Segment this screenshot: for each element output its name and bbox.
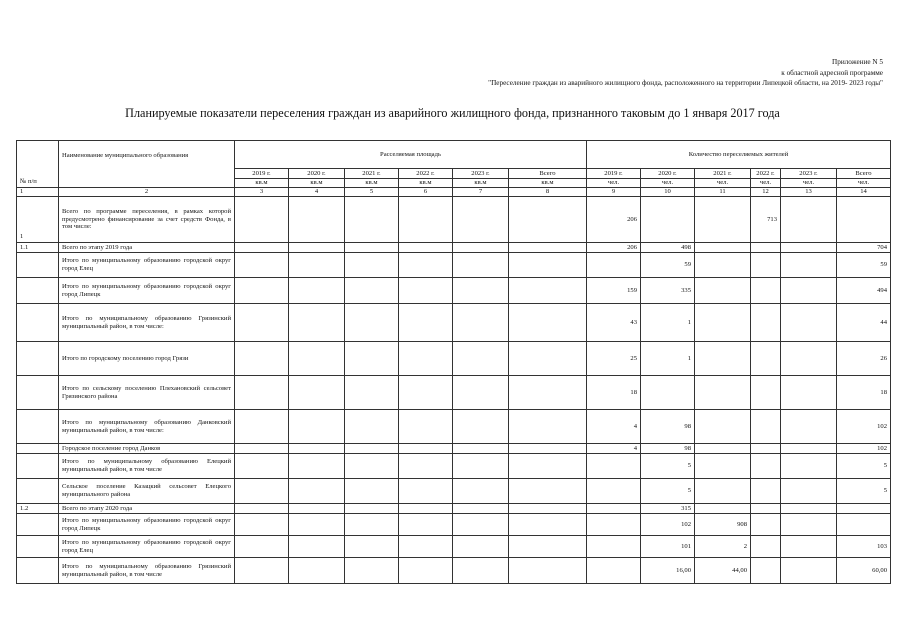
column-number-5: 6 xyxy=(399,188,453,197)
row-value xyxy=(781,253,837,278)
row-value: 498 xyxy=(641,243,695,253)
row-value xyxy=(781,376,837,410)
row-value xyxy=(509,444,587,454)
row-value xyxy=(695,278,751,304)
row-value xyxy=(751,536,781,558)
row-value xyxy=(587,504,641,514)
row-value xyxy=(509,536,587,558)
row-value xyxy=(837,197,891,243)
row-value xyxy=(751,504,781,514)
row-number xyxy=(17,342,59,376)
row-value xyxy=(399,514,453,536)
row-value xyxy=(345,304,399,342)
row-value xyxy=(781,278,837,304)
row-value xyxy=(345,253,399,278)
column-number-1: 2 xyxy=(59,188,235,197)
row-value xyxy=(695,454,751,479)
column-number-9: 10 xyxy=(641,188,695,197)
table-row xyxy=(17,514,891,536)
row-value xyxy=(781,197,837,243)
row-value: 713 xyxy=(751,197,781,243)
table-row xyxy=(17,304,891,342)
row-name: Итого по муниципальному образованию городской округ город Липецк xyxy=(59,514,235,536)
row-value: 44 xyxy=(837,304,891,342)
header-unit-6: чел. xyxy=(587,179,641,188)
row-value xyxy=(751,410,781,444)
row-value: 60,00 xyxy=(837,558,891,584)
row-value xyxy=(345,278,399,304)
row-value: 16,00 xyxy=(641,558,695,584)
column-number-12: 13 xyxy=(781,188,837,197)
row-value xyxy=(453,410,509,444)
row-value: 4 xyxy=(587,410,641,444)
row-number xyxy=(17,410,59,444)
row-value: 315 xyxy=(641,504,695,514)
row-value xyxy=(289,444,345,454)
header-unit-11: чел. xyxy=(837,179,891,188)
table-row xyxy=(17,376,891,410)
header-unit-10: чел. xyxy=(781,179,837,188)
header-col-number: № п/п xyxy=(17,141,59,188)
column-number-10: 11 xyxy=(695,188,751,197)
row-value xyxy=(695,253,751,278)
row-value xyxy=(695,197,751,243)
row-name: Итого по муниципальному образованию Елецкий муниципальный район, в том числе xyxy=(59,454,235,479)
table-row xyxy=(17,504,891,514)
row-value xyxy=(399,253,453,278)
row-value xyxy=(399,376,453,410)
row-value xyxy=(345,558,399,584)
row-value xyxy=(695,410,751,444)
row-number xyxy=(17,479,59,504)
table-row xyxy=(17,342,891,376)
row-value xyxy=(641,376,695,410)
table-row xyxy=(17,253,891,278)
header-group-area: Расселяемая площадь xyxy=(235,141,587,169)
row-value: 103 xyxy=(837,536,891,558)
annex-line-1: Приложение N 5 xyxy=(832,58,883,66)
column-number-2: 3 xyxy=(235,188,289,197)
row-value xyxy=(453,454,509,479)
row-value xyxy=(345,197,399,243)
row-value xyxy=(289,304,345,342)
row-value: 102 xyxy=(837,444,891,454)
row-number xyxy=(17,454,59,479)
row-name: Всего по этапу 2019 года xyxy=(59,243,235,253)
row-value xyxy=(235,243,289,253)
row-value: 43 xyxy=(587,304,641,342)
row-value xyxy=(837,504,891,514)
row-value xyxy=(641,197,695,243)
annex-line-3: "Переселение граждан из аварийного жилищного фонда, расположенного на территории Липецкой области, на 2019- 2023 годы" xyxy=(488,79,883,87)
row-value: 335 xyxy=(641,278,695,304)
row-value xyxy=(235,504,289,514)
row-name: Всего по этапу 2020 года xyxy=(59,504,235,514)
row-value xyxy=(453,444,509,454)
row-number xyxy=(17,278,59,304)
row-number xyxy=(17,558,59,584)
header-year-11: Всего xyxy=(837,169,891,179)
page-title: Планируемые показатели переселения граждан из аварийного жилищного фонда, признанного таковым до 1 января 2017 года xyxy=(125,106,780,120)
row-value: 159 xyxy=(587,278,641,304)
row-number: 1 xyxy=(17,197,59,243)
row-value xyxy=(235,444,289,454)
column-number-4: 5 xyxy=(345,188,399,197)
header-unit-4: кв.м xyxy=(453,179,509,188)
row-name: Итого по муниципальному образованию городской округ город Елец xyxy=(59,536,235,558)
header-year-9: 2022 г. xyxy=(751,169,781,179)
row-value xyxy=(453,197,509,243)
row-value: 4 xyxy=(587,444,641,454)
row-value: 102 xyxy=(837,410,891,444)
row-value xyxy=(695,504,751,514)
header-year-10: 2023 г. xyxy=(781,169,837,179)
row-value xyxy=(235,342,289,376)
row-value: 206 xyxy=(587,197,641,243)
row-value xyxy=(781,514,837,536)
row-value xyxy=(453,253,509,278)
row-value xyxy=(289,253,345,278)
header-year-7: 2020 г. xyxy=(641,169,695,179)
header-year-3: 2022 г. xyxy=(399,169,453,179)
table-row xyxy=(17,454,891,479)
row-number xyxy=(17,514,59,536)
row-name: Итого по муниципальному образованию городской округ город Елец xyxy=(59,253,235,278)
row-value xyxy=(751,444,781,454)
row-value xyxy=(399,342,453,376)
row-value xyxy=(695,342,751,376)
row-value xyxy=(509,304,587,342)
row-value xyxy=(509,376,587,410)
table-row xyxy=(17,444,891,454)
row-value xyxy=(509,197,587,243)
row-name: Итого по городскому поселению город Грязи xyxy=(59,342,235,376)
row-value xyxy=(235,479,289,504)
row-value xyxy=(345,504,399,514)
row-value xyxy=(453,504,509,514)
row-value xyxy=(509,454,587,479)
row-value xyxy=(235,278,289,304)
column-number-13: 14 xyxy=(837,188,891,197)
row-value: 26 xyxy=(837,342,891,376)
row-value xyxy=(235,253,289,278)
row-value xyxy=(235,514,289,536)
row-name: Сельское поселение Казацкий сельсовет Елецкого муниципального района xyxy=(59,479,235,504)
row-value xyxy=(587,536,641,558)
row-value xyxy=(587,558,641,584)
row-value xyxy=(453,376,509,410)
row-value xyxy=(781,504,837,514)
column-number-0: 1 xyxy=(17,188,59,197)
header-year-4: 2023 г. xyxy=(453,169,509,179)
row-value xyxy=(695,444,751,454)
row-value xyxy=(399,558,453,584)
row-value xyxy=(289,278,345,304)
row-name: Итого по муниципальному образованию Грязинский муниципальный район, в том числе xyxy=(59,558,235,584)
row-value: 59 xyxy=(641,253,695,278)
row-value xyxy=(587,479,641,504)
row-value xyxy=(781,342,837,376)
column-number-11: 12 xyxy=(751,188,781,197)
row-value xyxy=(289,376,345,410)
header-unit-8: чел. xyxy=(695,179,751,188)
row-value xyxy=(453,243,509,253)
column-number-7: 8 xyxy=(509,188,587,197)
row-value: 5 xyxy=(837,479,891,504)
row-value: 102 xyxy=(641,514,695,536)
row-value xyxy=(751,479,781,504)
row-value xyxy=(453,342,509,376)
row-value xyxy=(751,278,781,304)
header-year-5: Всего xyxy=(509,169,587,179)
row-value: 2 xyxy=(695,536,751,558)
table-row xyxy=(17,410,891,444)
row-value xyxy=(453,558,509,584)
row-value: 25 xyxy=(587,342,641,376)
row-value xyxy=(399,243,453,253)
table-row xyxy=(17,558,891,584)
row-name: Итого по муниципальному образованию Грязинский муниципальный район, в том числе: xyxy=(59,304,235,342)
row-name: Всего по программе переселения, в рамках которой предусмотрено финансирование за счет средств Фонда, в том числе: xyxy=(59,197,235,243)
header-year-0: 2019 г. xyxy=(235,169,289,179)
row-value xyxy=(289,536,345,558)
row-value xyxy=(453,479,509,504)
row-name: Итого по сельскому поселению Плехановский сельсовет Грязинского района xyxy=(59,376,235,410)
row-value xyxy=(781,479,837,504)
row-value: 101 xyxy=(641,536,695,558)
row-value xyxy=(289,514,345,536)
row-value xyxy=(235,454,289,479)
row-value xyxy=(235,410,289,444)
row-value xyxy=(399,454,453,479)
row-value xyxy=(235,197,289,243)
row-value xyxy=(345,243,399,253)
row-value xyxy=(751,243,781,253)
row-value xyxy=(289,243,345,253)
row-value: 5 xyxy=(641,479,695,504)
row-value: 59 xyxy=(837,253,891,278)
header-unit-5: кв.м xyxy=(509,179,587,188)
row-value xyxy=(509,253,587,278)
row-value xyxy=(345,479,399,504)
row-value: 908 xyxy=(695,514,751,536)
row-value xyxy=(587,514,641,536)
row-value xyxy=(781,454,837,479)
header-row-groups xyxy=(17,141,891,169)
row-value xyxy=(509,514,587,536)
table-row xyxy=(17,197,891,243)
row-value xyxy=(235,376,289,410)
row-value xyxy=(781,558,837,584)
row-value xyxy=(289,197,345,243)
row-value xyxy=(509,243,587,253)
row-value xyxy=(399,304,453,342)
row-value xyxy=(289,504,345,514)
header-unit-9: чел. xyxy=(751,179,781,188)
row-value xyxy=(587,253,641,278)
header-unit-7: чел. xyxy=(641,179,695,188)
row-value: 1 xyxy=(641,304,695,342)
annex-header xyxy=(488,57,883,89)
row-value: 494 xyxy=(837,278,891,304)
row-number: 1.1 xyxy=(17,243,59,253)
row-value xyxy=(781,304,837,342)
row-name: Городское поселение город Данков xyxy=(59,444,235,454)
row-value xyxy=(509,558,587,584)
row-value xyxy=(345,444,399,454)
row-value xyxy=(399,444,453,454)
row-value: 18 xyxy=(587,376,641,410)
header-year-6: 2019 г. xyxy=(587,169,641,179)
annex-line-2: к областной адресной программе xyxy=(781,68,883,77)
header-group-people: Количество переселяемых жителей xyxy=(587,141,891,169)
row-value: 1 xyxy=(641,342,695,376)
row-number xyxy=(17,253,59,278)
row-number xyxy=(17,536,59,558)
resettlement-table xyxy=(16,140,891,584)
row-value xyxy=(345,376,399,410)
header-unit-0: кв.м xyxy=(235,179,289,188)
row-value xyxy=(453,536,509,558)
header-col-name: Наименование муниципального образования xyxy=(59,141,235,188)
row-value xyxy=(289,410,345,444)
row-value xyxy=(289,558,345,584)
row-value xyxy=(289,342,345,376)
column-number-6: 7 xyxy=(453,188,509,197)
row-value xyxy=(509,410,587,444)
table-row xyxy=(17,243,891,253)
row-value xyxy=(453,304,509,342)
row-name: Итого по муниципальному образованию Данковский муниципальный район, в том числе: xyxy=(59,410,235,444)
row-value: 5 xyxy=(837,454,891,479)
row-value xyxy=(509,504,587,514)
row-value xyxy=(399,197,453,243)
row-value xyxy=(399,410,453,444)
row-value xyxy=(781,243,837,253)
row-value xyxy=(399,479,453,504)
row-value xyxy=(235,536,289,558)
row-value xyxy=(695,243,751,253)
row-value xyxy=(509,479,587,504)
row-value xyxy=(751,454,781,479)
row-value xyxy=(751,342,781,376)
row-value xyxy=(453,278,509,304)
row-value: 98 xyxy=(641,410,695,444)
row-value xyxy=(751,514,781,536)
header-year-1: 2020 г. xyxy=(289,169,345,179)
row-value: 98 xyxy=(641,444,695,454)
row-name: Итого по муниципальному образованию городской округ город Липецк xyxy=(59,278,235,304)
row-value xyxy=(837,514,891,536)
row-value xyxy=(781,444,837,454)
row-value xyxy=(345,342,399,376)
row-value: 44,00 xyxy=(695,558,751,584)
header-row-colnums xyxy=(17,188,891,197)
row-value xyxy=(345,454,399,479)
row-number xyxy=(17,444,59,454)
row-value xyxy=(399,504,453,514)
column-number-8: 9 xyxy=(587,188,641,197)
table-row xyxy=(17,536,891,558)
row-number: 1.2 xyxy=(17,504,59,514)
row-value xyxy=(781,536,837,558)
column-number-3: 4 xyxy=(289,188,345,197)
row-value xyxy=(695,376,751,410)
row-value xyxy=(399,536,453,558)
row-value xyxy=(235,558,289,584)
row-value xyxy=(399,278,453,304)
table-row xyxy=(17,278,891,304)
row-value xyxy=(235,304,289,342)
row-number xyxy=(17,376,59,410)
table-row xyxy=(17,479,891,504)
row-value xyxy=(781,410,837,444)
row-value xyxy=(345,410,399,444)
row-value xyxy=(751,558,781,584)
row-value xyxy=(453,514,509,536)
row-value xyxy=(695,304,751,342)
row-value: 206 xyxy=(587,243,641,253)
row-value: 704 xyxy=(837,243,891,253)
header-unit-2: кв.м xyxy=(345,179,399,188)
row-value xyxy=(289,454,345,479)
row-value xyxy=(587,454,641,479)
row-value xyxy=(751,304,781,342)
row-value xyxy=(345,536,399,558)
row-value xyxy=(751,253,781,278)
row-value: 18 xyxy=(837,376,891,410)
row-value: 5 xyxy=(641,454,695,479)
row-value xyxy=(289,479,345,504)
header-year-2: 2021 г. xyxy=(345,169,399,179)
row-value xyxy=(509,342,587,376)
table-body xyxy=(17,141,891,584)
header-unit-1: кв.м xyxy=(289,179,345,188)
row-value xyxy=(509,278,587,304)
row-number xyxy=(17,304,59,342)
row-value xyxy=(695,479,751,504)
header-year-8: 2021 г. xyxy=(695,169,751,179)
header-unit-3: кв.м xyxy=(399,179,453,188)
row-value xyxy=(345,514,399,536)
row-value xyxy=(751,376,781,410)
